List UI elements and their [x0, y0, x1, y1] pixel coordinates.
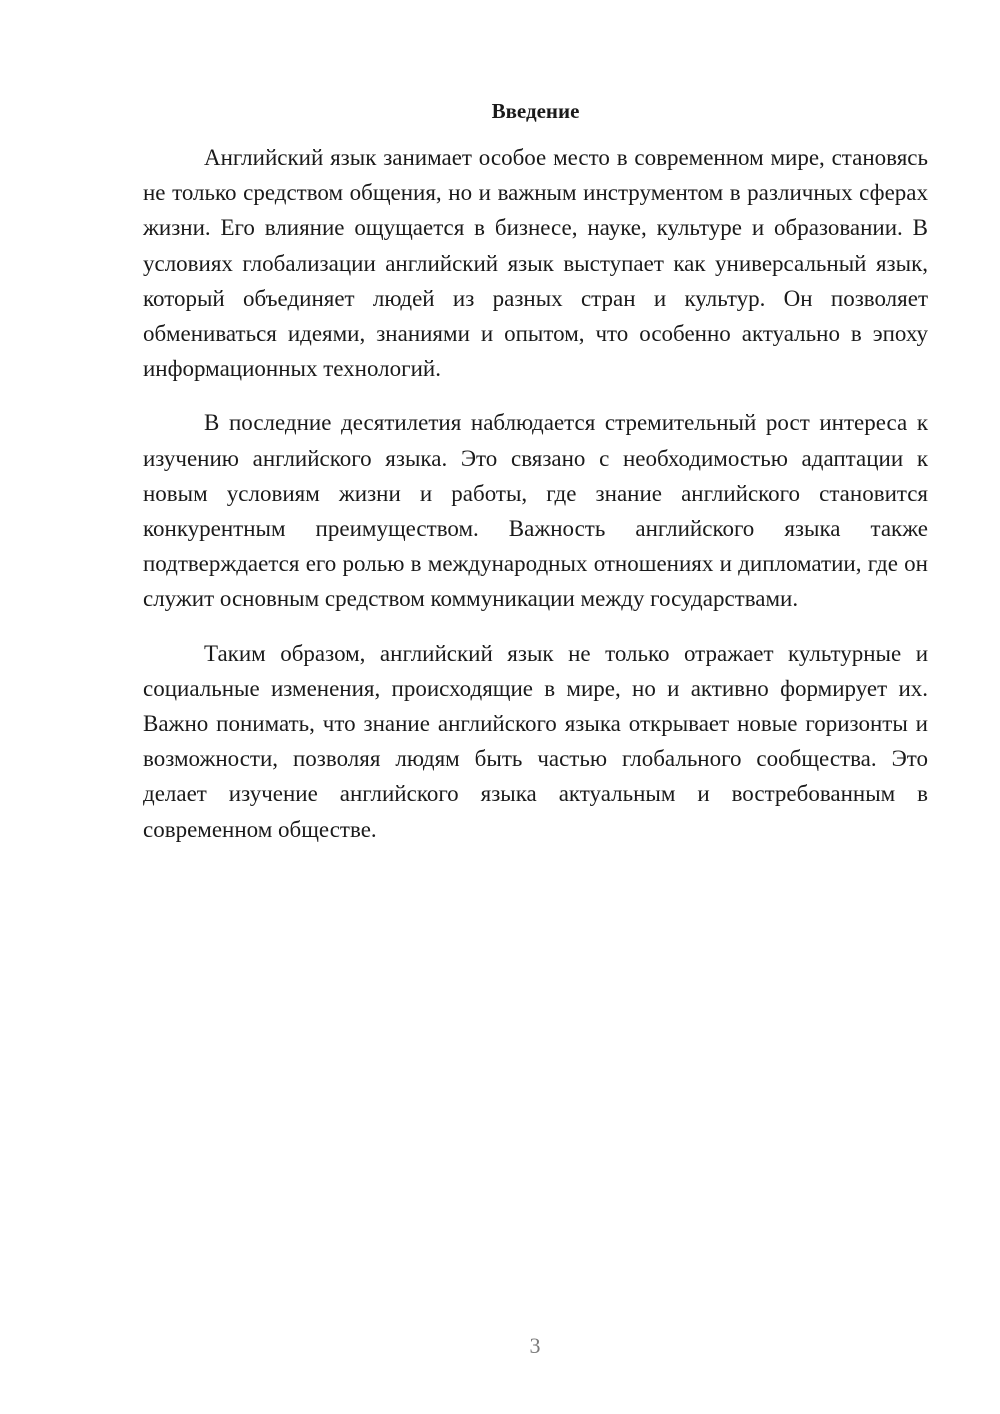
paragraph-2: В последние десятилетия наблюдается стремительный рост интереса к изучению английского языка. Это связано с необходимостью адаптации к новым условиям жизни и работы, где знание английского становится конкурентным преимуществом. Важность английского языка также подтверждается его ролью в международных отношениях и дипломатии, где он служит основным средством коммуникации между государствами.	[143, 410, 928, 612]
paragraph-3: Таким образом, английский язык не только отражает культурные и социальные изменения, происходящие в мире, но и активно формирует их. Важно понимать, что знание английского языка открывает новые горизонты и возможности, позволяя людям быть частью глобального сообщества. Это делает изучение английского языка актуальным и востребованным в современном обществе.	[143, 640, 928, 842]
section-heading: Введение	[491, 99, 580, 123]
body-text	[143, 140, 928, 866]
page-number: 3	[529, 1333, 541, 1358]
paragraph-1: Английский язык занимает особое место в современном мире, становясь не только средством общения, но и важным инструментом в различных сферах жизни. Его влияние ощущается в бизнесе, науке, культуре и образовании. В условиях глобализации английский язык выступает как универсальный язык, который объединяет людей из разных стран и культур. Он позволяет обмениваться идеями, знаниями и опытом, что особенно актуально в эпоху информационных технологий.	[143, 145, 928, 382]
